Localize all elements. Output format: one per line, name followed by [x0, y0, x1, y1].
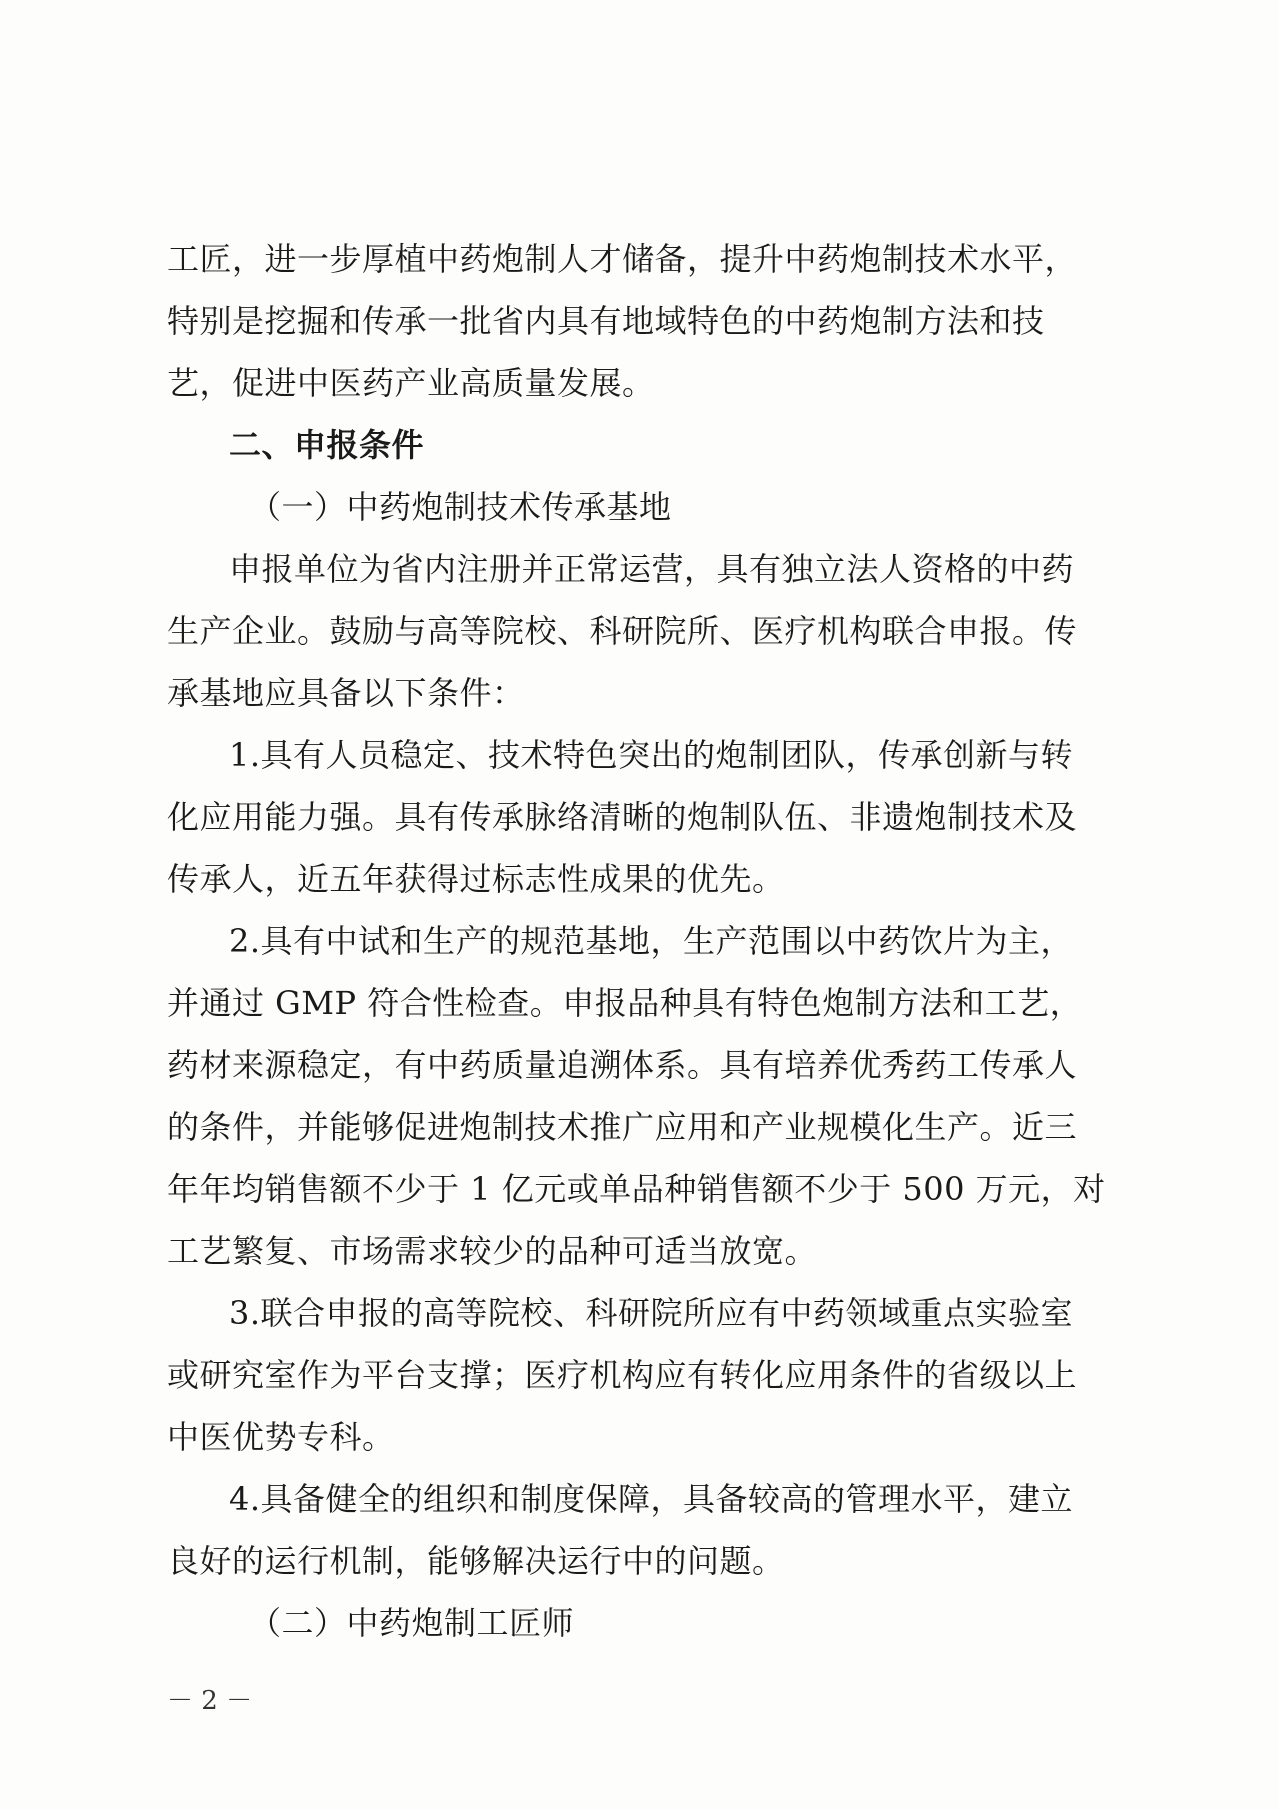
page-number: － 2 － — [167, 1686, 253, 1716]
body-line: 4.具备健全的组织和制度保障，具备较高的管理水平，建立 — [229, 1480, 1074, 1518]
body-line: 申报单位为省内注册并正常运营，具有独立法人资格的中药 — [229, 550, 1075, 588]
subsection-heading: （二）中药炮制工匠师 — [249, 1604, 575, 1642]
body-line: 工匠，进一步厚植中药炮制人才储备，提升中药炮制技术水平， — [167, 240, 1078, 278]
body-line: 生产企业。鼓励与高等院校、科研院所、医疗机构联合申报。传 — [167, 612, 1078, 650]
body-line: 化应用能力强。具有传承脉络清晰的炮制队伍、非遗炮制技术及 — [167, 798, 1078, 836]
body-line: 的条件，并能够促进炮制技术推广应用和产业规模化生产。近三 — [167, 1108, 1078, 1146]
section-heading: 二、申报条件 — [229, 426, 425, 464]
body-line: 药材来源稳定，有中药质量追溯体系。具有培养优秀药工传承人 — [167, 1046, 1078, 1084]
body-line: 传承人，近五年获得过标志性成果的优先。 — [167, 860, 785, 898]
body-line: 承基地应具备以下条件： — [167, 674, 525, 712]
body-line: 中医优势专科。 — [167, 1418, 395, 1456]
body-line: 1.具有人员稳定、技术特色突出的炮制团队，传承创新与转 — [229, 736, 1074, 774]
body-line: 工艺繁复、市场需求较少的品种可适当放宽。 — [167, 1232, 818, 1270]
body-line: 艺，促进中医药产业高质量发展。 — [167, 364, 655, 402]
document-body — [167, 228, 1117, 1654]
body-line: 或研究室作为平台支撑；医疗机构应有转化应用条件的省级以上 — [167, 1356, 1078, 1394]
body-line: 3.联合申报的高等院校、科研院所应有中药领域重点实验室 — [229, 1294, 1074, 1332]
body-line: 并通过 GMP 符合性检查。申报品种具有特色炮制方法和工艺， — [167, 984, 1083, 1022]
body-line: 良好的运行机制，能够解决运行中的问题。 — [167, 1542, 785, 1580]
body-line: 2.具有中试和生产的规范基地，生产范围以中药饮片为主， — [229, 922, 1074, 960]
body-line: 特别是挖掘和传承一批省内具有地域特色的中药炮制方法和技 — [167, 302, 1045, 340]
body-line: 年年均销售额不少于 1 亿元或单品种销售额不少于 500 万元，对 — [167, 1170, 1106, 1208]
subsection-heading: （一）中药炮制技术传承基地 — [249, 488, 672, 526]
